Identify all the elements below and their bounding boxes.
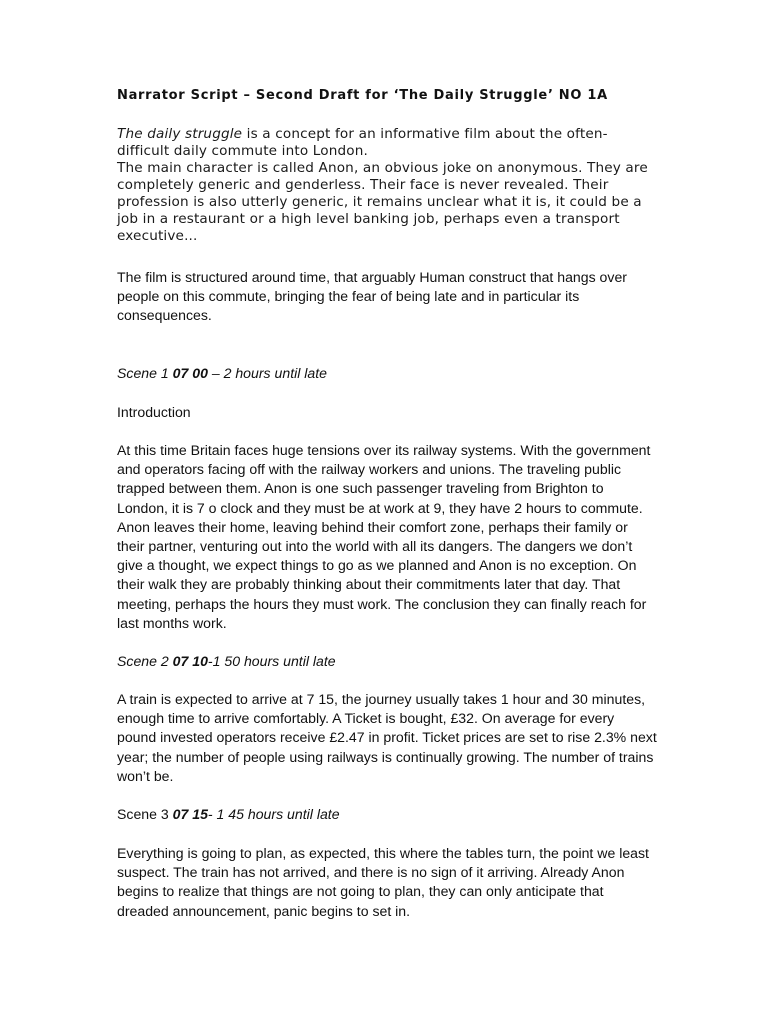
scene3-paragraph-text: Everything is going to plan, as expected, this where the tables turn, the point we least suspect. The train has not arrived, and there is no sign of it arriving. Already Anon begins to realize that things are not going to plan, they can only anticipate that dreaded announcement, panic begins to set in. xyxy=(117,845,649,919)
scene1-paragraph-text: At this time Britain faces huge tensions over its railway systems. With the government and operators facing off with the railway workers and unions. The traveling public trapped between them. Anon is one such passenger traveling from Brighton to London, it is 7 o clock and they must be at work at 9, they have 2 hours to commute. Anon leaves their home, leaving behind their comfort zone, perhaps their family or their partner, venturing out into the world with all its dangers. The dangers we don’t give a thought, we expect things to go as we planned and Anon is no exception. On their walk they are probably thinking about their commitments later that day. That meeting, perhaps the hours they must work. The conclusion they can finally reach for last months work. xyxy=(117,442,651,631)
scene2-paragraph xyxy=(117,690,657,786)
scene2-label: Scene 2 xyxy=(117,653,173,669)
scene1-heading xyxy=(117,364,657,383)
film-title-italic: The daily struggle xyxy=(117,126,243,142)
scene2-paragraph-text: A train is expected to arrive at 7 15, the journey usually takes 1 hour and 30 minutes, enough time to arrive comfortably. A Ticket is bought, £32. On average for every pound invested operators receive £2.47 in profit. Ticket prices are set to rise 2.3% next year; the number of people using railways is continually growing. The number of trains won’t be. xyxy=(117,691,657,784)
scene2-until: -1 50 hours until late xyxy=(207,653,336,669)
scene2-heading xyxy=(117,652,657,671)
scene1-paragraph xyxy=(117,441,657,633)
intro-concept-paragraph xyxy=(117,126,657,160)
intro-character-paragraph: The main character is called Anon, an obvious joke on anonymous. They are completely generic and genderless. Their face is never revealed. Their profession is also utterly generic, it remains unclear what it is, it could be a job in a restaurant or a high level banking job, perhaps even a transport executive... xyxy=(117,160,648,244)
structure-paragraph-text: The film is structured around time, that arguably Human construct that hangs over people on this commute, bringing the fear of being late and in particular its consequences. xyxy=(117,269,627,324)
scene3-paragraph xyxy=(117,844,657,921)
scene3-until: - 1 45 hours until late xyxy=(207,806,340,822)
intro-concept-text: is a concept for an informative film about the often-difficult daily commute into London. xyxy=(117,126,608,159)
scene1-time: 07 00 xyxy=(172,365,208,381)
scene1-until: – 2 hours until late xyxy=(207,365,328,381)
intro-block xyxy=(117,126,657,245)
scene1-subheading: Introduction xyxy=(117,404,191,420)
scene2-time: 07 10 xyxy=(172,653,208,669)
structure-paragraph xyxy=(117,268,657,326)
document-title: Narrator Script – Second Draft for ‘The Daily Struggle’ NO 1A xyxy=(117,88,608,103)
scene3-heading xyxy=(117,805,657,824)
scene3-time: 07 15 xyxy=(172,806,208,822)
scene1-label: Scene 1 xyxy=(117,365,173,381)
scene3-label: Scene 3 xyxy=(117,806,173,822)
